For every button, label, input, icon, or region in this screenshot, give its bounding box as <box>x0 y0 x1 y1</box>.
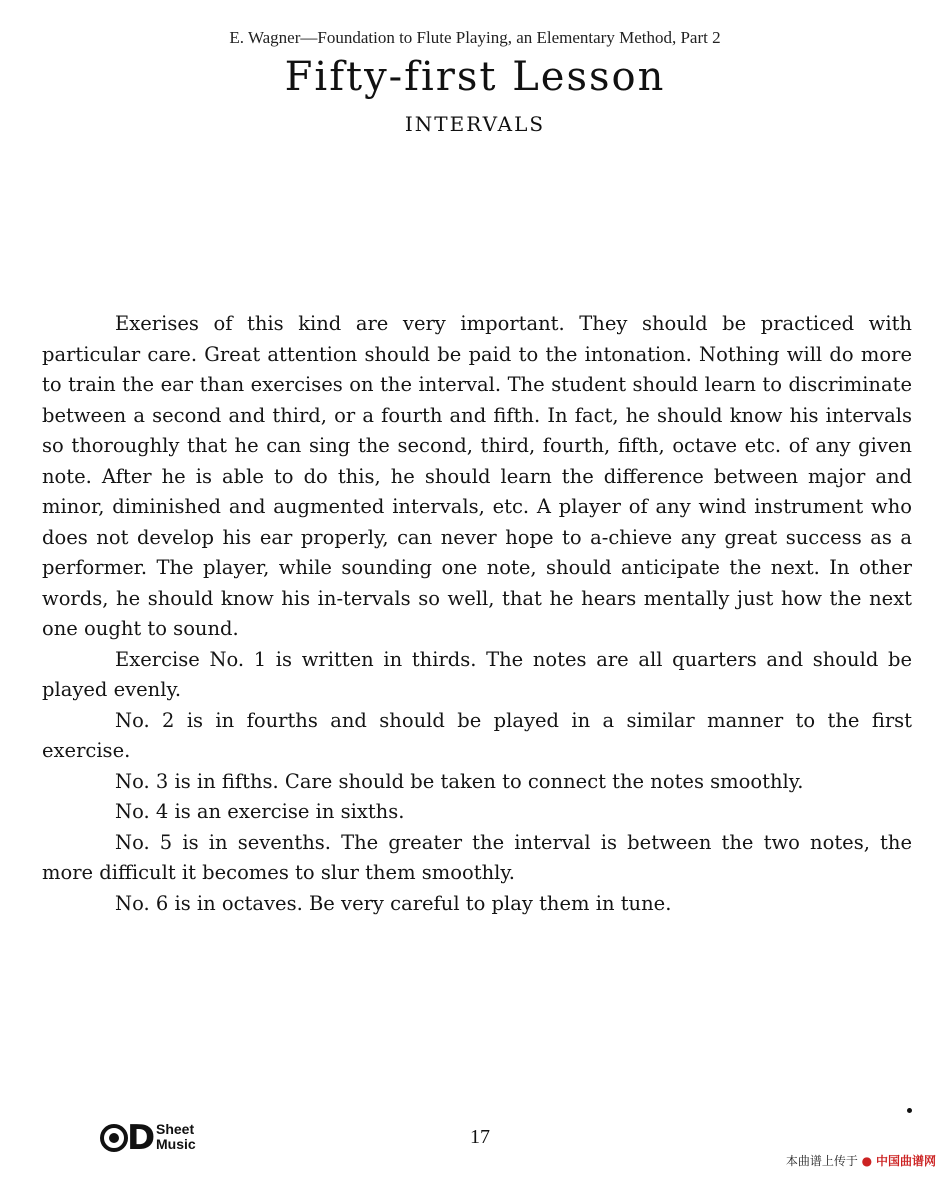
lesson-body <box>42 309 912 919</box>
running-head: E. Wagner—Foundation to Flute Playing, an Elementary Method, Part 2 <box>229 28 721 47</box>
paragraph-exercise-5: No. 5 is in sevenths. The greater the interval is between the two notes, the more difficult it becomes to slur them smoothly. <box>42 830 912 884</box>
logo-music-label: Music <box>156 1136 196 1152</box>
watermark-brand: 中国曲谱网 <box>875 1154 936 1168</box>
watermark <box>786 1152 936 1169</box>
logo-d-icon: D <box>127 1118 156 1158</box>
paragraph-exercise-1: Exercise No. 1 is written in thirds. The notes are all quarters and should be played evenly. <box>42 647 912 701</box>
lesson-title: Fifty-first Lesson <box>284 54 666 100</box>
lesson-subtitle: INTERVALS <box>404 112 546 136</box>
paragraph-exercise-3: No. 3 is in fifths. Care should be taken to connect the notes smoothly. <box>115 769 804 793</box>
paragraph-exercise-4: No. 4 is an exercise in sixths. <box>115 800 405 823</box>
dot-mark <box>907 1108 912 1113</box>
watermark-logo-icon: ● <box>861 1154 873 1168</box>
page-number: 17 <box>470 1126 490 1148</box>
paragraph-exercise-2: No. 2 is in fourths and should be played in a similar manner to the first exercise. <box>42 708 912 762</box>
logo-sheet-label: Sheet <box>156 1121 195 1137</box>
watermark-text: 本曲谱上传于 <box>785 1154 858 1168</box>
paragraph-intro: Exerises of this kind are very important. They should be practiced with particular care. Great attention should be paid to the intonation. Nothing will do more to train the ear than exercises on the interval. The student should learn to discriminate between a second and third, or a fourth and fifth. In fact, he should know his intervals so thoroughly that he can sing the second, third, fourth, fifth, octave etc. of any given note. After he is able to do this, he should learn the difference between major and minor, diminished and augmented intervals, etc. A player of any wind instrument who does not develop his ear properly, can never hope to a-chieve any great success as a performer. The player, while sounding one note, should anticipate the next. In other words, he should know his in-tervals so well, that he hears mentally just how the next one ought to sound. <box>42 312 912 640</box>
paragraph-exercise-6: No. 6 is in octaves. Be very careful to play them in tune. <box>115 891 672 915</box>
